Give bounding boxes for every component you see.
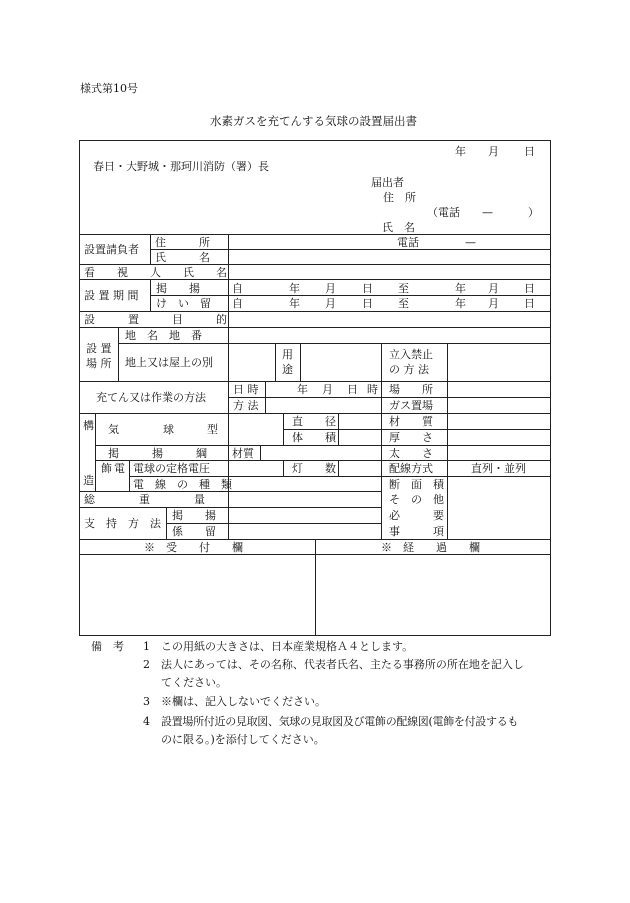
- diameter-label: 直 径: [292, 415, 336, 428]
- note-3-number: 3: [143, 695, 150, 708]
- note-1-line-1: この用紙の大きさは、日本産業規格Ａ４とします。: [161, 640, 414, 653]
- form-number: 様式第10号: [80, 82, 138, 95]
- moor-to-year: 年: [455, 297, 466, 310]
- moor-to-day: 日: [524, 297, 535, 310]
- note-4-number: 4: [143, 715, 150, 728]
- support-label: 支 持 方 法: [84, 517, 161, 530]
- rope-material-label: 材質: [232, 447, 254, 460]
- wire-kind-label: 電 線 の 種 類: [133, 478, 232, 491]
- raise-to-day: 日: [524, 282, 535, 295]
- progress-column-label: ※ 経 過 欄: [381, 541, 480, 554]
- contractor-address-label: 住 所: [155, 236, 210, 249]
- filling-label: 充てん又は作業の方法: [96, 391, 206, 404]
- document-title: 水素ガスを充てんする気球の設置届出書: [210, 114, 417, 128]
- wiring-label: 配線方式: [389, 462, 433, 475]
- raise-to-year: 年: [455, 282, 466, 295]
- note-4-line-2: のに限る。)を添付してください。: [161, 733, 325, 746]
- rated-voltage-label: 電球の定格電圧: [133, 462, 210, 475]
- raise-from-month: 月: [325, 282, 336, 295]
- addressee: 春日・大野城・那珂川消防（署）長: [93, 160, 269, 173]
- moor-to-month: 月: [488, 297, 499, 310]
- wiring-value: 直列・並列: [471, 462, 526, 475]
- contractor-name-label: 氏 名: [155, 251, 210, 264]
- other-label-2: 必 要: [389, 509, 444, 522]
- location-label-2: 場 所: [86, 357, 112, 370]
- moor-from: 自: [232, 297, 243, 310]
- note-1-number: 1: [143, 640, 150, 653]
- moor-to: 至: [398, 297, 409, 310]
- header-day: 日: [524, 145, 535, 158]
- note-2-line-2: てください。: [161, 676, 227, 689]
- filling-place-label: 場 所: [389, 383, 433, 396]
- balloon-type-label: 気 球 型: [108, 423, 218, 436]
- raise-to-month: 月: [488, 282, 499, 295]
- material-label: 材 質: [389, 415, 433, 428]
- filling-year: 年: [297, 383, 308, 396]
- note-2-number: 2: [143, 658, 150, 671]
- notes-label: 備 考: [91, 640, 124, 653]
- support-raise-label: 掲 揚: [172, 509, 216, 522]
- purpose-label: 設 置 目 的: [84, 313, 227, 326]
- observer-label: 看 視 人 氏 名: [84, 266, 227, 279]
- location-ground-roof-label: 地上又は屋上の別: [125, 356, 213, 369]
- notifier-address-label: 住 所: [383, 191, 416, 204]
- cross-section-label: 断 面 積: [389, 478, 444, 491]
- notifier-label: 届出者: [371, 176, 404, 189]
- contractor-label: 設置請負者: [84, 243, 139, 256]
- decoration-label-1: 飾: [101, 462, 112, 475]
- rope-label: 掲 揚 綱: [108, 447, 207, 460]
- notifier-phone-open: （電話: [427, 206, 460, 219]
- location-use-label-1: 用: [282, 348, 293, 361]
- filling-hour: 時: [367, 383, 378, 396]
- filling-datetime-label: 日 時: [233, 383, 259, 396]
- lamps-label: 灯 数: [292, 462, 336, 475]
- decoration-label-2: 電: [114, 462, 125, 475]
- note-4-line-1: 設置場所付近の見取図、気球の見取図及び電飾の配線図(電飾を付設するも: [161, 715, 519, 728]
- raise-from: 自: [232, 282, 243, 295]
- keep-out-label-2: の 方 法: [389, 363, 429, 376]
- note-2-line-1: 法人にあっては、その名称、代表者氏名、主たる事務所の所在地を記入し: [161, 658, 524, 671]
- raise-from-year: 年: [289, 282, 300, 295]
- period-label: 設 置 期 間: [84, 289, 139, 302]
- structure-label-1: 構: [83, 419, 94, 432]
- contractor-phone-label: 電話: [397, 236, 419, 249]
- note-3-line-1: ※欄は、記入しないでください。: [161, 695, 326, 708]
- moor-from-day: 日: [362, 297, 373, 310]
- total-weight-label: 総 重 量: [84, 493, 205, 506]
- period-moor-label: け い 留: [156, 297, 211, 310]
- volume-label: 体 積: [292, 431, 336, 444]
- filling-month: 月: [322, 383, 333, 396]
- location-use-label-2: 途: [282, 363, 293, 376]
- header-year: 年: [455, 145, 466, 158]
- period-raise-label: 掲 揚: [156, 282, 200, 295]
- gas-storage-label: ガス置場: [389, 399, 433, 412]
- thickness-label: 厚 さ: [389, 431, 433, 444]
- location-lot-label: 地 名 地 番: [125, 329, 202, 342]
- support-moor-label: 係 留: [172, 525, 216, 538]
- location-label-1: 設 置: [86, 342, 112, 355]
- filling-method-label: 方 法: [233, 399, 259, 412]
- raise-to: 至: [398, 282, 409, 295]
- raise-from-day: 日: [362, 282, 373, 295]
- notifier-name-label: 氏 名: [382, 221, 415, 234]
- notifier-phone-close: ）: [528, 206, 539, 219]
- moor-from-month: 月: [325, 297, 336, 310]
- other-label-1: そ の 他: [389, 493, 444, 506]
- rope-width-label: 太 さ: [389, 447, 433, 460]
- keep-out-label-1: 立入禁止: [389, 348, 433, 361]
- notifier-phone-dash: —: [482, 206, 493, 219]
- structure-label-2: 造: [83, 474, 94, 487]
- header-month: 月: [488, 145, 499, 158]
- receipt-column-label: ※ 受 付 欄: [144, 541, 243, 554]
- filling-day: 日: [347, 383, 358, 396]
- other-label-3: 事 項: [389, 525, 444, 538]
- moor-from-year: 年: [289, 297, 300, 310]
- contractor-phone-dash: —: [465, 236, 476, 249]
